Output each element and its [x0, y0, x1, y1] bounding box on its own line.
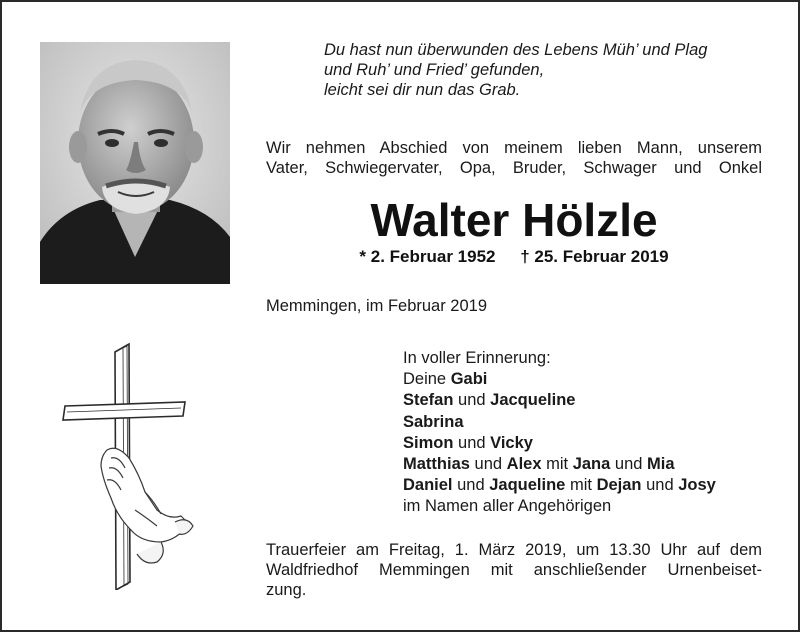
poem — [324, 40, 707, 100]
family-member: Stefan — [403, 391, 454, 410]
family-member: Gabi — [450, 370, 488, 389]
family-member: Josy — [678, 476, 716, 495]
family-text: mit — [569, 476, 592, 495]
family-heading: In voller Erinnerung: — [403, 349, 551, 367]
poem-line: und Ruh’ und Fried’ gefunden, — [324, 61, 545, 79]
life-dates — [266, 247, 762, 267]
funeral-line: Trauerfeier am Freitag, 1. März 2019, um 13.30 Uhr auf dem — [266, 541, 762, 559]
family-line — [403, 412, 716, 433]
funeral-line: zung. — [266, 581, 307, 599]
portrait-image — [40, 42, 230, 284]
family-member: Jana — [572, 455, 611, 474]
family-footer: im Namen aller Angehörigen — [403, 497, 612, 516]
funeral-line: Waldfriedhof Memmingen mit anschließender Urnenbeiset- — [266, 561, 762, 579]
family-text: und — [458, 391, 486, 410]
place-date: Memmingen, im Februar 2019 — [266, 297, 488, 315]
cross-with-praying-hands-icon — [57, 340, 207, 590]
family-list — [403, 348, 716, 518]
deceased-name: Walter Hölzle — [370, 194, 658, 246]
poem-line: leicht sei dir nun das Grab. — [324, 81, 521, 99]
portrait-photo — [40, 42, 230, 284]
family-text: und — [458, 433, 486, 452]
family-member: Mia — [647, 455, 675, 474]
family-text: und — [474, 455, 503, 474]
family-member: Alex — [506, 455, 542, 474]
family-member: Simon — [403, 433, 454, 452]
family-member: Dejan — [596, 476, 642, 495]
family-text: mit — [546, 455, 569, 474]
intro-line: Wir nehmen Abschied von meinem lieben Mann, unserem — [266, 139, 762, 157]
funeral-notice — [266, 540, 762, 600]
family-member: Vicky — [490, 433, 533, 452]
intro-text — [266, 138, 762, 178]
family-text: und — [646, 476, 674, 495]
family-text: Deine — [403, 370, 447, 389]
intro-line: Vater, Schwiegervater, Opa, Bruder, Schwager und Onkel — [266, 159, 762, 177]
birth-date: * 2. Februar 1952 — [359, 247, 496, 266]
family-line — [403, 454, 716, 475]
family-line — [403, 369, 716, 390]
family-member: Sabrina — [403, 412, 464, 431]
family-line — [403, 390, 716, 411]
family-text: und — [614, 455, 643, 474]
death-date: † 25. Februar 2019 — [520, 247, 669, 266]
family-line — [403, 433, 716, 454]
family-text: und — [457, 476, 485, 495]
family-line — [403, 475, 716, 496]
family-member: Jaqueline — [489, 476, 566, 495]
poem-line: Du hast nun überwunden des Lebens Müh’ und Plag — [324, 41, 708, 59]
family-member: Daniel — [403, 476, 453, 495]
family-member: Matthias — [403, 455, 470, 474]
family-member: Jacqueline — [490, 391, 576, 410]
